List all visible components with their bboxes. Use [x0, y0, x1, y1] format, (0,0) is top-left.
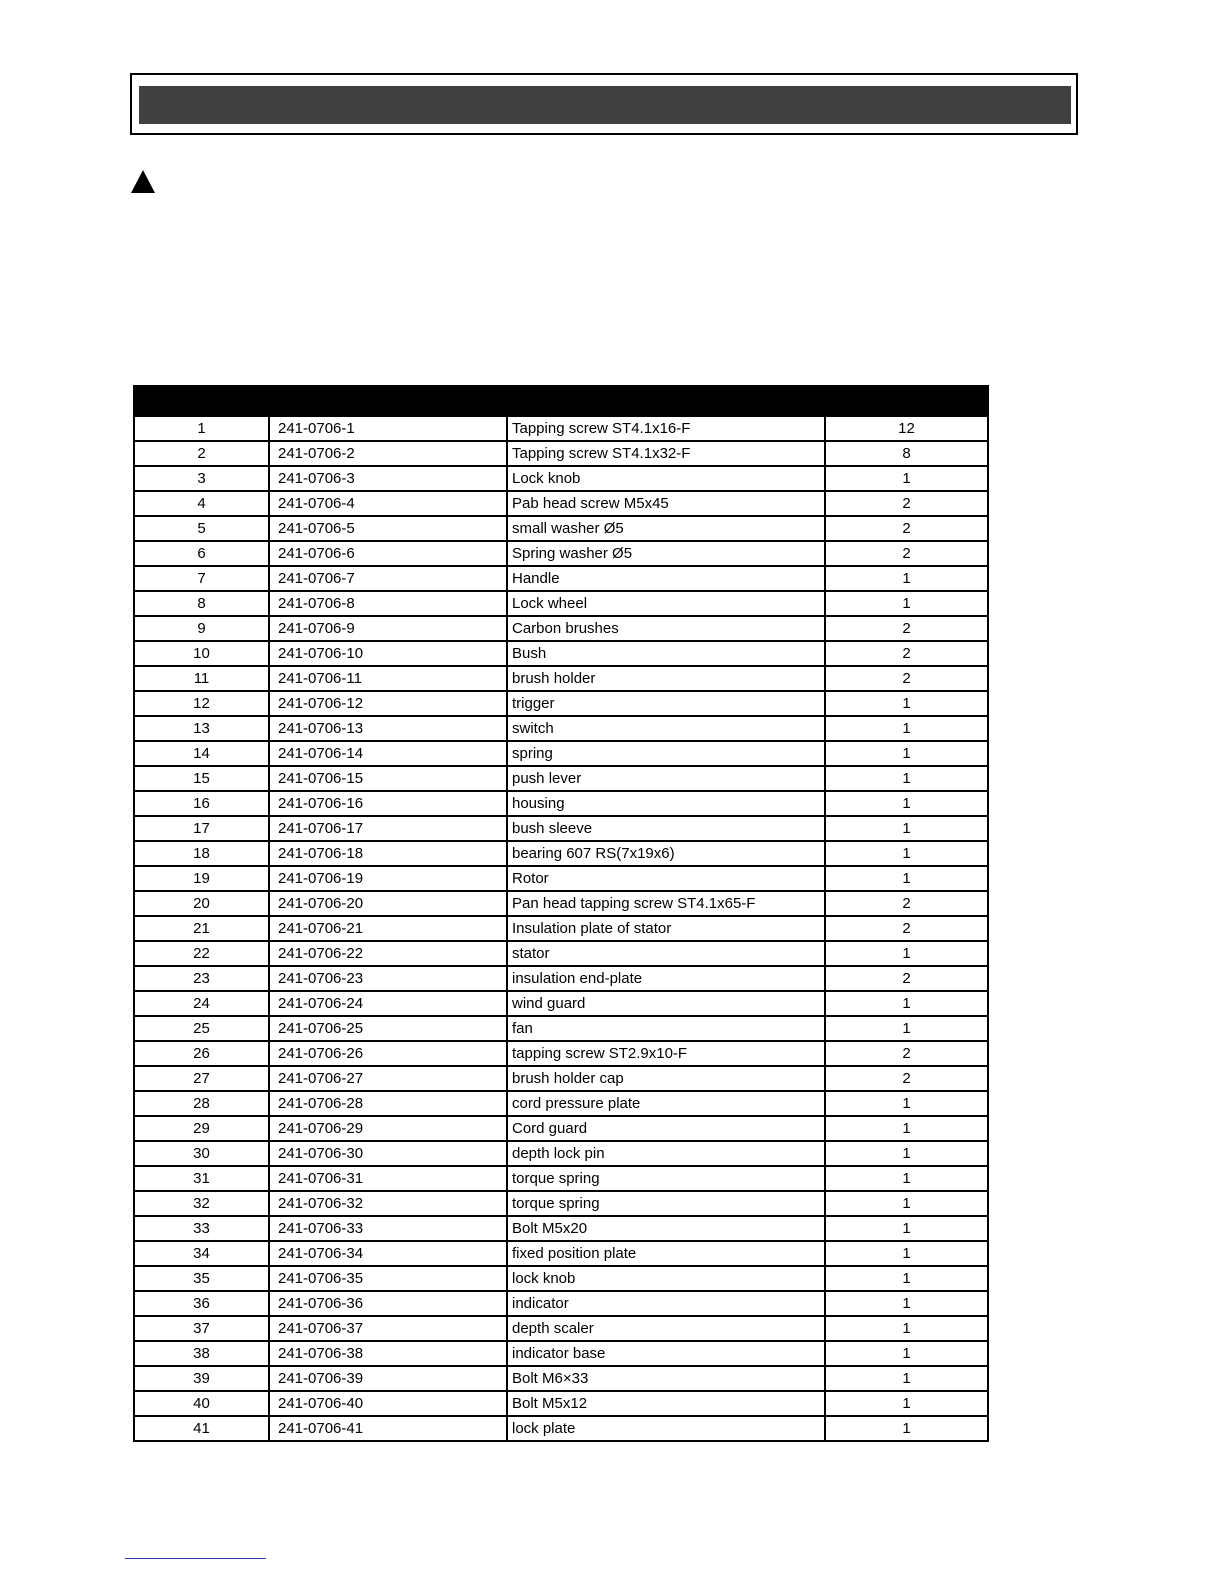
table-row	[134, 1316, 988, 1341]
part-code-cell: 241-0706-40	[269, 1391, 507, 1416]
table-row	[134, 1341, 988, 1366]
part-number-cell: 20	[134, 891, 269, 916]
part-description-cell: fixed position plate	[507, 1241, 825, 1266]
part-quantity-cell: 2	[825, 541, 988, 566]
part-quantity-cell: 1	[825, 741, 988, 766]
part-number-cell: 16	[134, 791, 269, 816]
part-code-cell: 241-0706-13	[269, 716, 507, 741]
part-description-cell: brush holder	[507, 666, 825, 691]
part-quantity-cell: 2	[825, 966, 988, 991]
part-quantity-cell: 1	[825, 991, 988, 1016]
part-description-cell: tapping screw ST2.9x10-F	[507, 1041, 825, 1066]
part-quantity-cell: 1	[825, 941, 988, 966]
table-header-row	[134, 386, 988, 416]
part-code-cell: 241-0706-17	[269, 816, 507, 841]
part-quantity-cell: 1	[825, 1016, 988, 1041]
part-description-cell: bearing 607 RS(7x19x6)	[507, 841, 825, 866]
part-description-cell: spring	[507, 741, 825, 766]
table-row	[134, 1416, 988, 1441]
part-quantity-cell: 1	[825, 1341, 988, 1366]
footer-rule	[125, 1558, 266, 1559]
part-number-cell: 24	[134, 991, 269, 1016]
part-code-cell: 241-0706-28	[269, 1091, 507, 1116]
part-description-cell: Cord guard	[507, 1116, 825, 1141]
part-code-cell: 241-0706-24	[269, 991, 507, 1016]
part-code-cell: 241-0706-31	[269, 1166, 507, 1191]
part-description-cell: Pab head screw M5x45	[507, 491, 825, 516]
part-code-cell: 241-0706-33	[269, 1216, 507, 1241]
part-description-cell: lock plate	[507, 1416, 825, 1441]
part-quantity-cell: 1	[825, 1416, 988, 1441]
part-quantity-cell: 1	[825, 841, 988, 866]
table-row	[134, 866, 988, 891]
part-code-cell: 241-0706-25	[269, 1016, 507, 1041]
part-code-cell: 241-0706-4	[269, 491, 507, 516]
table-row	[134, 466, 988, 491]
part-quantity-cell: 2	[825, 641, 988, 666]
part-number-cell: 7	[134, 566, 269, 591]
part-code-cell: 241-0706-27	[269, 1066, 507, 1091]
header-cell-description	[507, 386, 825, 416]
part-quantity-cell: 1	[825, 1316, 988, 1341]
part-code-cell: 241-0706-20	[269, 891, 507, 916]
part-quantity-cell: 2	[825, 1041, 988, 1066]
part-number-cell: 4	[134, 491, 269, 516]
part-number-cell: 37	[134, 1316, 269, 1341]
table-row	[134, 766, 988, 791]
part-code-cell: 241-0706-7	[269, 566, 507, 591]
part-number-cell: 2	[134, 441, 269, 466]
warning-triangle-icon	[131, 170, 155, 193]
part-number-cell: 27	[134, 1066, 269, 1091]
part-description-cell: Bolt M5x12	[507, 1391, 825, 1416]
part-description-cell: Bolt M6×33	[507, 1366, 825, 1391]
part-code-cell: 241-0706-12	[269, 691, 507, 716]
table-row	[134, 541, 988, 566]
part-description-cell: Spring washer Ø5	[507, 541, 825, 566]
part-quantity-cell: 1	[825, 816, 988, 841]
part-description-cell: Lock wheel	[507, 591, 825, 616]
part-quantity-cell: 2	[825, 916, 988, 941]
part-code-cell: 241-0706-23	[269, 966, 507, 991]
table-row	[134, 816, 988, 841]
part-number-cell: 36	[134, 1291, 269, 1316]
part-quantity-cell: 1	[825, 1116, 988, 1141]
part-quantity-cell: 2	[825, 666, 988, 691]
table-row	[134, 1141, 988, 1166]
part-description-cell: push lever	[507, 766, 825, 791]
part-number-cell: 38	[134, 1341, 269, 1366]
part-description-cell: depth lock pin	[507, 1141, 825, 1166]
part-quantity-cell: 12	[825, 416, 988, 441]
part-number-cell: 34	[134, 1241, 269, 1266]
part-code-cell: 241-0706-11	[269, 666, 507, 691]
part-quantity-cell: 1	[825, 1141, 988, 1166]
part-description-cell: stator	[507, 941, 825, 966]
part-quantity-cell: 1	[825, 1191, 988, 1216]
part-description-cell: switch	[507, 716, 825, 741]
table-row	[134, 1016, 988, 1041]
part-code-cell: 241-0706-2	[269, 441, 507, 466]
part-code-cell: 241-0706-36	[269, 1291, 507, 1316]
part-number-cell: 22	[134, 941, 269, 966]
part-number-cell: 10	[134, 641, 269, 666]
part-number-cell: 17	[134, 816, 269, 841]
table-row	[134, 841, 988, 866]
part-description-cell: Lock knob	[507, 466, 825, 491]
parts-list-table	[133, 385, 989, 1442]
table-row	[134, 1266, 988, 1291]
part-description-cell: wind guard	[507, 991, 825, 1016]
part-description-cell: Carbon brushes	[507, 616, 825, 641]
table-row	[134, 491, 988, 516]
part-number-cell: 9	[134, 616, 269, 641]
part-quantity-cell: 1	[825, 766, 988, 791]
table-row	[134, 941, 988, 966]
header-cell-no	[134, 386, 269, 416]
part-quantity-cell: 1	[825, 791, 988, 816]
table-row	[134, 641, 988, 666]
part-number-cell: 28	[134, 1091, 269, 1116]
part-quantity-cell: 1	[825, 1241, 988, 1266]
part-quantity-cell: 1	[825, 1366, 988, 1391]
table-row	[134, 441, 988, 466]
section-title-frame	[130, 73, 1078, 135]
part-quantity-cell: 1	[825, 591, 988, 616]
part-number-cell: 12	[134, 691, 269, 716]
part-quantity-cell: 2	[825, 491, 988, 516]
table-row	[134, 1116, 988, 1141]
part-description-cell: housing	[507, 791, 825, 816]
parts-table-body	[134, 416, 988, 1441]
table-row	[134, 1066, 988, 1091]
part-description-cell: Bolt M5x20	[507, 1216, 825, 1241]
part-code-cell: 241-0706-1	[269, 416, 507, 441]
part-description-cell: indicator	[507, 1291, 825, 1316]
part-quantity-cell: 2	[825, 616, 988, 641]
part-quantity-cell: 1	[825, 566, 988, 591]
table-row	[134, 791, 988, 816]
part-quantity-cell: 8	[825, 441, 988, 466]
part-code-cell: 241-0706-19	[269, 866, 507, 891]
part-code-cell: 241-0706-15	[269, 766, 507, 791]
part-code-cell: 241-0706-21	[269, 916, 507, 941]
table-row	[134, 1166, 988, 1191]
part-description-cell: Insulation plate of stator	[507, 916, 825, 941]
part-quantity-cell: 1	[825, 466, 988, 491]
part-description-cell: bush sleeve	[507, 816, 825, 841]
table-row	[134, 1366, 988, 1391]
table-row	[134, 1241, 988, 1266]
part-code-cell: 241-0706-22	[269, 941, 507, 966]
part-description-cell: Pan head tapping screw ST4.1x65-F	[507, 891, 825, 916]
part-code-cell: 241-0706-10	[269, 641, 507, 666]
part-quantity-cell: 1	[825, 716, 988, 741]
part-quantity-cell: 1	[825, 1091, 988, 1116]
part-description-cell: Bush	[507, 641, 825, 666]
table-row	[134, 616, 988, 641]
table-row	[134, 1091, 988, 1116]
part-number-cell: 40	[134, 1391, 269, 1416]
part-number-cell: 33	[134, 1216, 269, 1241]
part-description-cell: torque spring	[507, 1191, 825, 1216]
part-quantity-cell: 1	[825, 1216, 988, 1241]
table-row	[134, 591, 988, 616]
part-code-cell: 241-0706-18	[269, 841, 507, 866]
part-description-cell: brush holder cap	[507, 1066, 825, 1091]
part-description-cell: fan	[507, 1016, 825, 1041]
table-row	[134, 1191, 988, 1216]
part-description-cell: cord pressure plate	[507, 1091, 825, 1116]
table-row	[134, 1391, 988, 1416]
table-row	[134, 991, 988, 1016]
part-code-cell: 241-0706-34	[269, 1241, 507, 1266]
part-number-cell: 25	[134, 1016, 269, 1041]
part-code-cell: 241-0706-14	[269, 741, 507, 766]
table-row	[134, 1216, 988, 1241]
part-number-cell: 3	[134, 466, 269, 491]
part-quantity-cell: 1	[825, 1266, 988, 1291]
table-row	[134, 891, 988, 916]
part-description-cell: indicator base	[507, 1341, 825, 1366]
part-number-cell: 41	[134, 1416, 269, 1441]
header-cell-code	[269, 386, 507, 416]
part-code-cell: 241-0706-30	[269, 1141, 507, 1166]
part-number-cell: 30	[134, 1141, 269, 1166]
table-row	[134, 516, 988, 541]
part-code-cell: 241-0706-38	[269, 1341, 507, 1366]
part-code-cell: 241-0706-5	[269, 516, 507, 541]
part-number-cell: 8	[134, 591, 269, 616]
part-description-cell: small washer Ø5	[507, 516, 825, 541]
part-code-cell: 241-0706-41	[269, 1416, 507, 1441]
table-row	[134, 716, 988, 741]
part-quantity-cell: 1	[825, 1391, 988, 1416]
table-row	[134, 566, 988, 591]
table-row	[134, 916, 988, 941]
part-number-cell: 5	[134, 516, 269, 541]
part-quantity-cell: 1	[825, 691, 988, 716]
part-number-cell: 26	[134, 1041, 269, 1066]
part-description-cell: Tapping screw ST4.1x16-F	[507, 416, 825, 441]
part-code-cell: 241-0706-6	[269, 541, 507, 566]
table-row	[134, 741, 988, 766]
part-number-cell: 23	[134, 966, 269, 991]
part-number-cell: 14	[134, 741, 269, 766]
part-description-cell: torque spring	[507, 1166, 825, 1191]
table-row	[134, 691, 988, 716]
part-quantity-cell: 1	[825, 1291, 988, 1316]
section-title-bar	[139, 86, 1071, 124]
part-number-cell: 32	[134, 1191, 269, 1216]
part-number-cell: 19	[134, 866, 269, 891]
table-row	[134, 1041, 988, 1066]
part-code-cell: 241-0706-29	[269, 1116, 507, 1141]
part-code-cell: 241-0706-16	[269, 791, 507, 816]
table-row	[134, 666, 988, 691]
part-number-cell: 1	[134, 416, 269, 441]
part-quantity-cell: 2	[825, 1066, 988, 1091]
part-description-cell: Handle	[507, 566, 825, 591]
part-code-cell: 241-0706-26	[269, 1041, 507, 1066]
part-number-cell: 35	[134, 1266, 269, 1291]
table-row	[134, 416, 988, 441]
part-description-cell: depth scaler	[507, 1316, 825, 1341]
part-code-cell: 241-0706-39	[269, 1366, 507, 1391]
part-quantity-cell: 1	[825, 866, 988, 891]
part-description-cell: Tapping screw ST4.1x32-F	[507, 441, 825, 466]
part-number-cell: 29	[134, 1116, 269, 1141]
part-quantity-cell: 1	[825, 1166, 988, 1191]
part-description-cell: Rotor	[507, 866, 825, 891]
part-quantity-cell: 2	[825, 516, 988, 541]
part-number-cell: 6	[134, 541, 269, 566]
part-number-cell: 11	[134, 666, 269, 691]
part-number-cell: 21	[134, 916, 269, 941]
part-description-cell: trigger	[507, 691, 825, 716]
part-number-cell: 13	[134, 716, 269, 741]
part-quantity-cell: 2	[825, 891, 988, 916]
table-row	[134, 966, 988, 991]
header-cell-qty	[825, 386, 988, 416]
part-code-cell: 241-0706-8	[269, 591, 507, 616]
part-code-cell: 241-0706-32	[269, 1191, 507, 1216]
part-code-cell: 241-0706-35	[269, 1266, 507, 1291]
part-number-cell: 31	[134, 1166, 269, 1191]
table-row	[134, 1291, 988, 1316]
part-description-cell: insulation end-plate	[507, 966, 825, 991]
part-description-cell: lock knob	[507, 1266, 825, 1291]
part-number-cell: 39	[134, 1366, 269, 1391]
part-number-cell: 18	[134, 841, 269, 866]
part-number-cell: 15	[134, 766, 269, 791]
part-code-cell: 241-0706-3	[269, 466, 507, 491]
part-code-cell: 241-0706-37	[269, 1316, 507, 1341]
part-code-cell: 241-0706-9	[269, 616, 507, 641]
